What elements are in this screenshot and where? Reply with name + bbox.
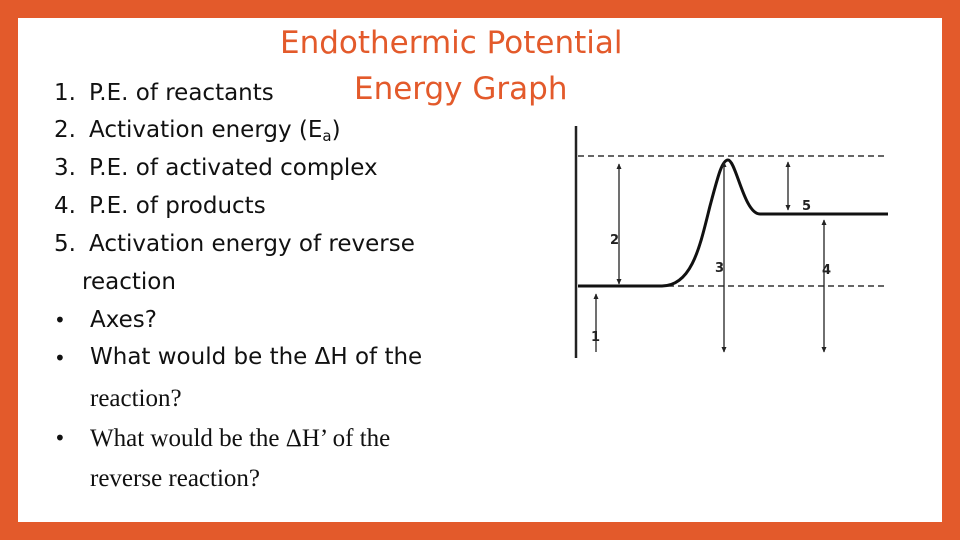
- bullet-dot: •: [54, 346, 66, 370]
- subscript-a: a: [322, 127, 332, 145]
- bullet-dot: •: [54, 308, 66, 332]
- list-text: Activation energy (E: [89, 117, 323, 143]
- list-item-2: [54, 117, 341, 145]
- bullet-item-2-continuation: reaction?: [90, 385, 182, 412]
- list-number: 4.: [54, 193, 76, 219]
- list-item-5: [54, 233, 415, 256]
- list-number: 1.: [54, 80, 76, 106]
- list-text-after: ): [331, 117, 341, 143]
- list-number: 5.: [54, 231, 76, 257]
- label-4: 4: [822, 263, 832, 278]
- bullet-text-lead: [90, 346, 422, 369]
- arrows: [596, 162, 824, 352]
- bullet-text: What would be the ΔH’ of the: [90, 425, 391, 452]
- label-3: 3: [715, 261, 725, 276]
- list-text: P.E. of activated complex: [89, 155, 378, 181]
- list-text: P.E. of reactants: [89, 80, 274, 106]
- title-line-2: Energy Graph: [354, 71, 568, 107]
- bullet-item-3-continuation: reverse reaction?: [90, 465, 261, 492]
- bullet-text: What would be the ΔH of the: [90, 344, 423, 370]
- label-5: 5: [802, 199, 812, 214]
- list-item-1: [54, 82, 274, 105]
- bullet-text: Axes?: [90, 307, 157, 333]
- list-number: 3.: [54, 155, 76, 181]
- reference-lines: [578, 156, 888, 286]
- bullet-dot: •: [54, 426, 66, 450]
- title-line-1: Endothermic Potential: [280, 25, 623, 61]
- energy-diagram: [574, 126, 892, 358]
- label-2: 2: [610, 233, 620, 248]
- list-number: 2.: [54, 117, 76, 143]
- list-item-4: [54, 195, 266, 218]
- list-text: Activation energy of reverse: [89, 231, 415, 257]
- list-text: P.E. of products: [89, 193, 266, 219]
- list-item-3: [54, 157, 378, 180]
- list-item-5-continuation: reaction: [82, 269, 176, 295]
- energy-curve: [578, 160, 888, 286]
- slide: [18, 18, 942, 522]
- label-1: 1: [591, 330, 601, 345]
